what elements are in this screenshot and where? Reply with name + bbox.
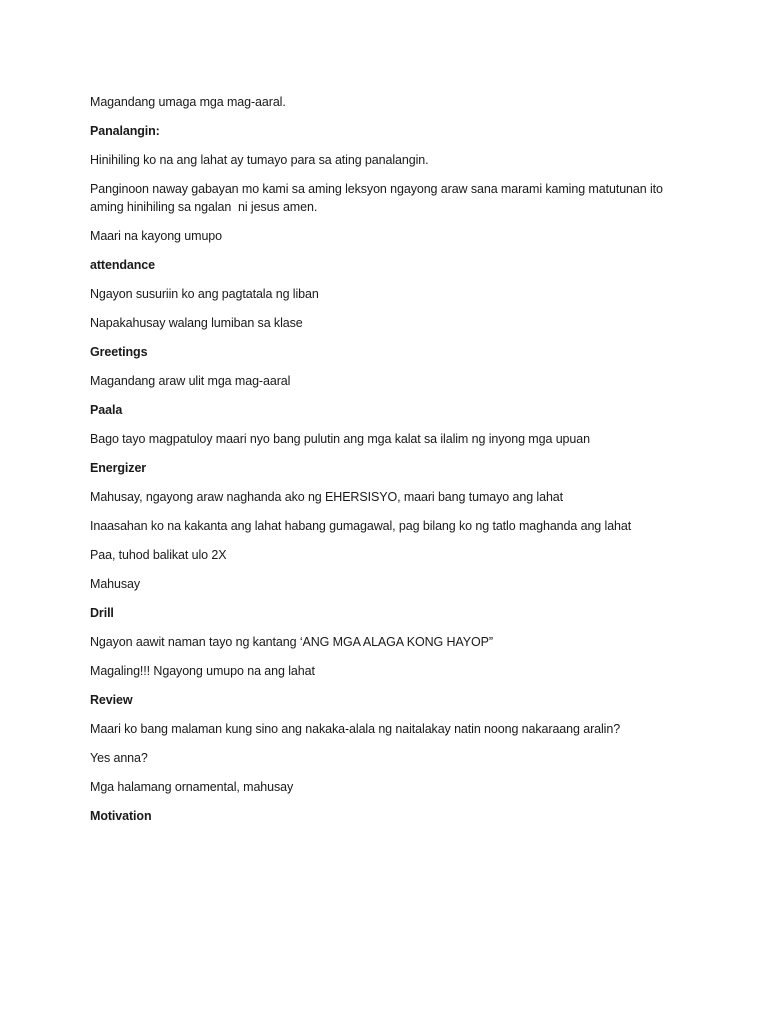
paragraph-text: Mga halamang ornamental, mahusay [90,780,294,794]
section-heading: Drill [90,606,114,620]
paragraph-text: Ngayon susuriin ko ang pagtatala ng liban [90,287,319,301]
document-body [90,93,690,836]
section-heading: Review [90,693,133,707]
paragraph-text: Maari ko bang malaman kung sino ang nakaka-alala ng naitalakay natin noong nakaraang aralin? [90,722,621,736]
paragraph-text: Bago tayo magpatuloy maari nyo bang pulutin ang mga kalat sa ilalim ng inyong mga upuan [90,432,590,446]
paragraph-text: Magandang umaga mga mag-aaral. [90,95,286,109]
section-heading: Greetings [90,345,148,359]
paragraph-text: Magandang araw ulit mga mag-aaral [90,374,291,388]
section-heading: Panalangin: [90,124,160,138]
paragraph-text: Ngayon aawit naman tayo ng kantang ‘ANG MGA ALAGA KONG HAYOP” [90,635,493,649]
paragraph-text: Paa, tuhod balikat ulo 2X [90,548,227,562]
paragraph-text: Panginoon naway gabayan mo kami sa aming leksyon ngayong araw sana marami kaming matutunan ito aming hinihiling sa ngalan ni jesus amen. [90,182,667,214]
paragraph-text: Yes anna? [90,751,148,765]
paragraph-text: Mahusay [90,577,141,591]
section-heading: Energizer [90,461,147,475]
paragraph-text: Hinihiling ko na ang lahat ay tumayo para sa ating panalangin. [90,153,429,167]
paragraph-text: Maari na kayong umupo [90,229,223,243]
paragraph-text: Inaasahan ko na kakanta ang lahat habang gumagawal, pag bilang ko ng tatlo maghanda ang lahat [90,519,632,533]
paragraph-text: Magaling!!! Ngayong umupo na ang lahat [90,664,315,678]
section-heading: attendance [90,258,155,272]
paragraph-text: Mahusay, ngayong araw naghanda ako ng EHERSISYO, maari bang tumayo ang lahat [90,490,564,504]
section-heading: Motivation [90,809,152,823]
paragraph-text: Napakahusay walang lumiban sa klase [90,316,303,330]
section-heading: Paala [90,403,123,417]
